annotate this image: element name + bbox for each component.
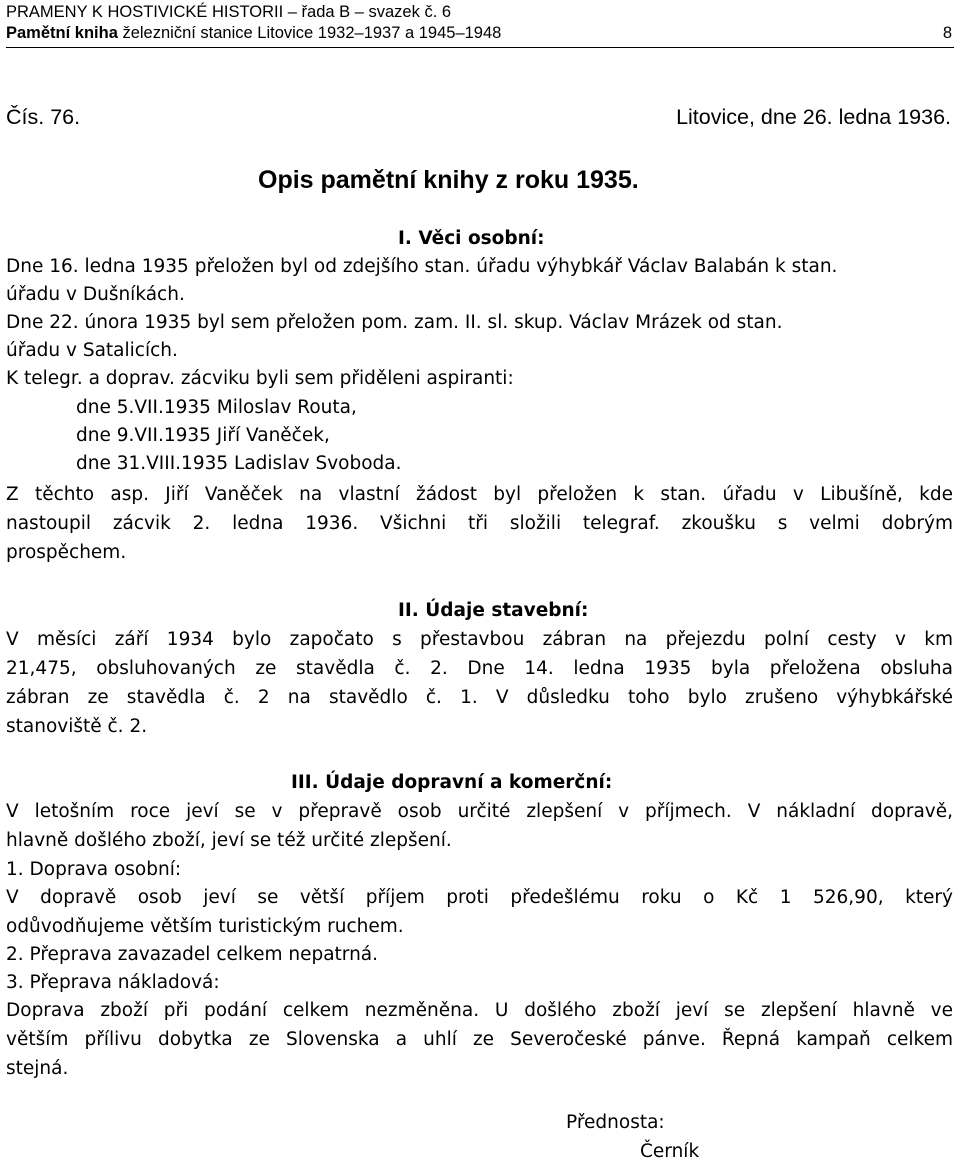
section-1-line: Dne 22. února 1935 byl sem přeložen pom. zam. II. sl. skup. Václav Mrázek od stan. <box>6 312 783 333</box>
section-3-line: V dopravě osob jeví se větší příjem proti předešlému roku o Kč 1 526,90, který <box>6 887 953 908</box>
section-3-line: Doprava zboží při podání celkem nezměněna. U došlého zboží jeví se zlepšení hlavně ve <box>6 1000 953 1021</box>
section-3-line: V letošním roce jeví se v přepravě osob určité zlepšení v příjmech. V nákladní dopravě, <box>6 801 953 822</box>
signature-name: Černík <box>640 1141 700 1162</box>
section-3-heading: III. Údaje dopravní a komerční: <box>291 772 613 793</box>
section-1-line: dne 9.VII.1935 Jiří Vaněček, <box>76 425 330 446</box>
book-title-rest: železniční stanice Litovice 1932–1937 a 1945–1948 <box>117 24 502 42</box>
section-2-line: zábran ze stavědla č. 2 na stavědlo č. 1. V důsledku toho bylo zrušeno výhybkářské <box>6 687 953 708</box>
section-1-line: dne 31.VIII.1935 Ladislav Svoboda. <box>76 453 402 474</box>
section-3-line: odůvodňujeme větším turistickým ruchem. <box>6 916 404 937</box>
section-2-line: stanoviště č. 2. <box>6 716 148 737</box>
page-number: 8 <box>942 24 952 42</box>
section-3-line: stejná. <box>6 1058 69 1079</box>
header-divider <box>6 47 954 48</box>
section-1-line: Dne 16. ledna 1935 přeložen byl od zdejšího stan. úřadu výhybkář Václav Balabán k stan. <box>6 256 838 277</box>
section-1-line: K telegr. a doprav. zácviku byli sem přiděleni aspiranti: <box>6 368 514 389</box>
place-date: Litovice, dne 26. ledna 1936. <box>676 105 951 129</box>
page-title: Opis pamětní knihy z roku 1935. <box>258 166 639 194</box>
document-number: Čís. 76. <box>6 105 81 129</box>
section-3-line: 2. Přeprava zavazadel celkem nepatrná. <box>6 944 379 965</box>
section-1-line: Z těchto asp. Jiří Vaněček na vlastní žádost byl přeložen k stan. úřadu v Libušíně, kde <box>6 484 953 505</box>
section-1-line: úřadu v Satalicích. <box>6 340 178 361</box>
section-1-heading: I. Věci osobní: <box>398 228 545 249</box>
section-1-line: prospěchem. <box>6 542 127 563</box>
series-header: PRAMENY K HOSTIVICKÉ HISTORII – řada B – svazek č. 6 <box>6 3 452 21</box>
section-3-line: 3. Přeprava nákladová: <box>6 972 220 993</box>
book-header <box>6 23 501 43</box>
section-2-line: V měsíci září 1934 bylo započato s přestavbou zábran na přejezdu polní cesty v km <box>6 629 953 650</box>
signature-role: Přednosta: <box>566 1112 665 1133</box>
section-1-line: úřadu v Dušníkách. <box>6 284 185 305</box>
section-3-line: hlavně došlého zboží, jeví se též určité zlepšení. <box>6 830 452 851</box>
section-1-line: dne 5.VII.1935 Miloslav Routa, <box>76 397 357 418</box>
book-title-bold: Pamětní kniha <box>6 24 118 42</box>
section-2-heading: II. Údaje stavební: <box>398 600 589 621</box>
section-3-line: větším přílivu dobytka ze Slovenska a uhlí ze Severočeské pánve. Řepná kampaň celkem <box>6 1029 953 1050</box>
section-2-line: 21,475, obsluhovaných ze stavědla č. 2. Dne 14. ledna 1935 byla přeložena obsluha <box>6 658 953 679</box>
section-3-line: 1. Doprava osobní: <box>6 859 182 880</box>
section-1-line: nastoupil zácvik 2. ledna 1936. Všichni tři složili telegraf. zkoušku s velmi dobrým <box>6 513 953 534</box>
